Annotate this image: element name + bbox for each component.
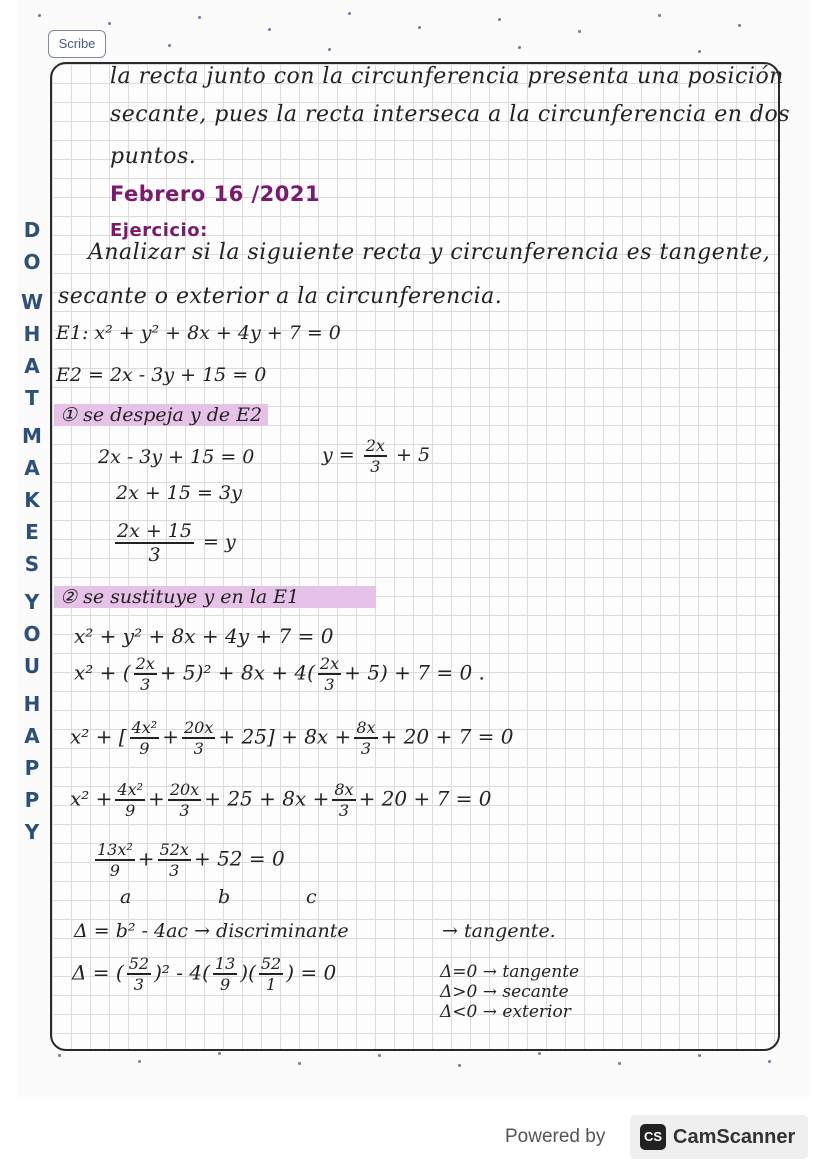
side-letter: H <box>23 692 41 716</box>
coef-label-b: b <box>218 886 231 908</box>
side-letter: O <box>23 622 41 646</box>
star-decoration <box>328 48 331 51</box>
star-decoration <box>618 1062 621 1065</box>
key-exterior: Δ<0 → exterior <box>440 1002 571 1022</box>
star-decoration <box>418 26 421 29</box>
equation-line: 2x + 15 = 3y <box>116 482 242 504</box>
star-decoration <box>538 1052 541 1055</box>
star-decoration <box>348 12 351 15</box>
equation-simplified: x² + $\frac{\text{4x²}}{9}$ + $\frac{20x}{3}$ + 25 + 8x + $\frac{8x}{3}$ + 20 + 7 = 0 <box>70 780 492 820</box>
side-letter: T <box>25 386 39 410</box>
star-decoration <box>698 50 701 53</box>
side-letter: Y <box>24 590 40 614</box>
star-decoration <box>218 1052 221 1055</box>
equation-line: x² + y² + 8x + 4y + 7 = 0 <box>74 624 334 648</box>
star-decoration <box>578 30 581 33</box>
star-decoration <box>768 1060 771 1063</box>
star-decoration <box>58 1054 61 1057</box>
exercise-heading: Ejercicio: <box>110 220 208 241</box>
equation-e2: E2 = 2x - 3y + 15 = 0 <box>56 364 267 386</box>
star-decoration <box>458 1064 461 1067</box>
camscanner-logo-icon: CS <box>640 1124 666 1150</box>
equation-fraction-y: $\frac{2x + 15}{3}$ = y <box>117 520 236 566</box>
side-letter: E <box>25 520 39 544</box>
star-decoration <box>378 1054 381 1057</box>
star-decoration <box>498 18 501 21</box>
star-decoration <box>698 1054 701 1057</box>
text-line: puntos. <box>110 144 197 169</box>
star-decoration <box>298 1062 301 1065</box>
side-letter: A <box>24 724 40 748</box>
equation-y-solved: y = $\frac{2x}{3}$ + 5 <box>322 436 431 476</box>
star-decoration <box>168 44 171 47</box>
side-letter: H <box>23 322 41 346</box>
side-letter: A <box>24 456 40 480</box>
text-line: secante, pues la recta interseca a la circunferencia en dos <box>110 102 791 127</box>
coef-label-a: a <box>120 886 132 908</box>
side-letter: S <box>24 552 40 576</box>
discriminant-calc: Δ = ( $\frac{52}{3}$ )² - 4( $\frac{13}{9}$ )( $\frac{52}{1}$ ) = 0 <box>72 954 337 994</box>
star-decoration <box>518 46 521 49</box>
grid-frame <box>50 62 791 1051</box>
side-letter: K <box>24 488 40 512</box>
text-line: la recta junto con la circunferencia presenta una posición <box>110 64 784 89</box>
scribe-logo: Scribe <box>48 30 106 58</box>
star-decoration <box>198 16 201 19</box>
side-letter: W <box>20 290 44 314</box>
equation-expanded: x² + [ $\frac{\text{4x²}}{9}$ + $\frac{20x}{3}$ + 25] + 8x + $\frac{8x}{3}$ + 20 + 7 = 0 <box>70 718 514 758</box>
camscanner-name: CamScanner <box>673 1126 796 1148</box>
date-heading: Febrero 16 /2021 <box>110 182 321 206</box>
powered-by-text: Powered by <box>505 1126 606 1147</box>
step-2-heading: ② se sustituye y en la E1 <box>54 586 376 608</box>
key-tangent: Δ=0 → tangente <box>440 962 580 982</box>
side-letter: M <box>22 424 42 448</box>
star-decoration <box>658 14 661 17</box>
discriminant-formula: Δ = b² - 4ac → discriminante <box>74 920 349 942</box>
side-slogan <box>12 218 52 890</box>
equation-line: 2x - 3y + 15 = 0 <box>98 446 255 468</box>
side-letter: D <box>23 218 41 242</box>
equation-e1: E1: x² + y² + 8x + 4y + 7 = 0 <box>56 322 341 344</box>
star-decoration <box>138 1060 141 1063</box>
star-decoration <box>108 22 111 25</box>
key-secant: Δ>0 → secante <box>440 982 569 1002</box>
equation-quadratic: $\frac{\text{13x²}}{9}$ + $\frac{52x}{3}$ + 52 = 0 <box>97 840 285 880</box>
side-letter: Y <box>24 820 40 844</box>
side-letter: P <box>24 756 40 780</box>
camscanner-watermark <box>505 1115 807 1159</box>
star-decoration <box>738 24 741 27</box>
side-letter: A <box>24 354 40 378</box>
star-decoration <box>38 14 41 17</box>
step-1-heading: ① se despeja y de E2 <box>54 404 268 426</box>
side-letter: O <box>23 250 41 274</box>
equation-substituted: x² + ( $\frac{2x}{3}$ + 5)² + 8x + 4( $\frac{2x}{3}$ + 5) + 7 = 0 . <box>74 654 485 694</box>
star-decoration <box>268 28 271 31</box>
side-letter: U <box>23 654 41 678</box>
text-line: Analizar si la siguiente recta y circunferencia es tangente, <box>88 240 771 265</box>
tangent-label: → tangente. <box>442 920 556 942</box>
camscanner-badge <box>630 1115 808 1159</box>
side-letter: P <box>24 788 40 812</box>
coef-label-c: c <box>306 886 317 908</box>
text-line: secante o exterior a la circunferencia. <box>58 284 503 309</box>
